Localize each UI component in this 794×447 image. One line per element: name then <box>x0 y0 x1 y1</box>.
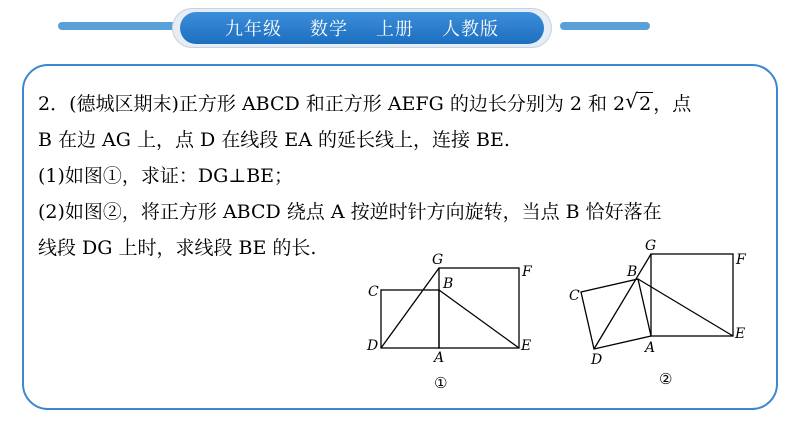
problem-line-1-start: 2．(德城区期末)正方形 ABCD 和正方形 AEFG 的边长分别为 2 和 2 <box>38 93 626 115</box>
figure-2-caption: ② <box>659 370 673 388</box>
header-grade: 九年级 <box>225 19 282 40</box>
segment-be <box>638 279 733 336</box>
header-subject: 数学 <box>310 19 348 40</box>
problem-line-1 <box>38 86 768 122</box>
label-d: D <box>591 352 603 368</box>
problem-line-2: B 在边 AG 上，点 D 在线段 EA 的延长线上，连接 BE. <box>38 129 510 151</box>
label-e: E <box>735 326 746 342</box>
label-e: E <box>521 338 532 354</box>
label-a: A <box>645 340 656 356</box>
header-edition: 人教版 <box>442 19 499 40</box>
square-abcd <box>381 290 439 348</box>
problem-line-4: (2)如图②，将正方形 ABCD 绕点 A 按逆时针方向旋转，当点 B 恰好落在 <box>38 201 662 223</box>
label-c: C <box>569 288 580 304</box>
problem-line-5: 线段 DG 上时，求线段 BE 的长. <box>38 237 317 259</box>
sqrt-symbol: √ 2 <box>625 89 652 115</box>
label-f: F <box>736 252 746 268</box>
problem-line-3: (1)如图①，求证：DG⊥BE； <box>38 165 294 187</box>
segment-dg <box>594 254 651 349</box>
header-volume: 上册 <box>376 19 414 40</box>
label-a: A <box>434 350 445 366</box>
label-c: C <box>368 284 379 300</box>
label-f: F <box>522 264 532 280</box>
header-banner <box>180 12 544 44</box>
figure-1-caption: ① <box>434 374 448 392</box>
sqrt-radicand: 2 <box>639 93 652 115</box>
square-abcd <box>581 279 651 349</box>
header-decor-right <box>560 22 650 30</box>
problem-line-1-end: ，点 <box>653 93 692 115</box>
label-b: B <box>443 276 454 292</box>
header-decor-left <box>58 22 190 30</box>
label-d: D <box>367 338 379 354</box>
figure-2 <box>565 236 765 396</box>
figure-1 <box>360 248 550 396</box>
segment-dg <box>381 268 439 348</box>
square-aefg <box>651 254 733 336</box>
label-b: B <box>627 264 638 280</box>
label-g: G <box>645 238 657 254</box>
label-g: G <box>432 252 444 268</box>
segment-be <box>439 290 519 348</box>
